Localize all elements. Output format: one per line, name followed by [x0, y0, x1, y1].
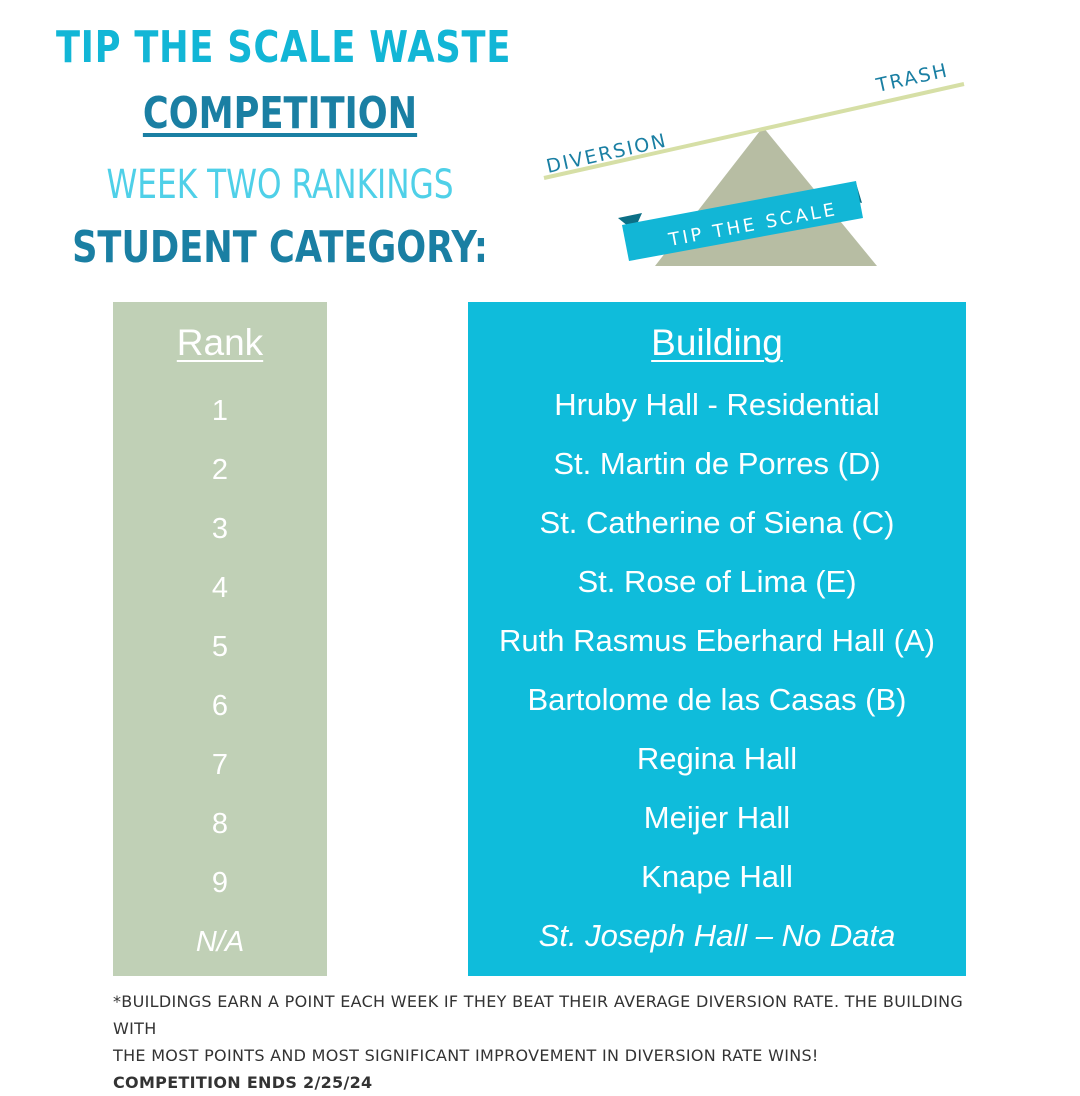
tip-the-scale-logo [530, 55, 980, 280]
building-cell: St. Catherine of Siena (C) [539, 505, 895, 540]
building-cell: Knape Hall [641, 859, 793, 894]
rank-cell: 9 [211, 867, 229, 899]
trash-label: TRASH [874, 59, 951, 97]
building-cell: St. Rose of Lima (E) [577, 564, 857, 599]
rank-cell: 6 [211, 690, 229, 722]
rank-cell: N/A [195, 926, 245, 958]
diversion-label: DIVERSION [544, 129, 670, 178]
building-cell: St. Joseph Hall – No Data [538, 918, 896, 953]
building-cell: Meijer Hall [643, 800, 791, 835]
page-title: TIP THE SCALE WASTE [56, 22, 512, 73]
week-subtitle: WEEK TWO RANKINGS [106, 162, 454, 208]
rank-cell: 5 [211, 631, 229, 663]
rank-cell: 3 [211, 513, 229, 545]
rank-cell: 7 [211, 749, 229, 781]
footnote-line: *BUILDINGS EARN A POINT EACH WEEK IF THEY BEAT THEIR AVERAGE DIVERSION RATE. THE BUILDING WITH [113, 992, 964, 1038]
building-column [468, 302, 966, 976]
building-cell: Regina Hall [636, 741, 798, 776]
building-header: Building [651, 322, 783, 363]
competition-end-date: COMPETITION ENDS 2/25/24 [113, 1073, 373, 1092]
rank-column [113, 302, 327, 976]
rank-cell: 1 [211, 395, 229, 427]
building-cell: Bartolome de las Casas (B) [527, 682, 907, 717]
rank-cell: 4 [211, 572, 229, 604]
building-cell: Ruth Rasmus Eberhard Hall (A) [499, 623, 935, 658]
page-title-line2: COMPETITION [142, 88, 418, 139]
footnote-line: THE MOST POINTS AND MOST SIGNIFICANT IMPROVEMENT IN DIVERSION RATE WINS! [113, 1046, 819, 1065]
building-cell: St. Martin de Porres (D) [553, 446, 881, 481]
rank-header: Rank [176, 322, 264, 363]
building-cell: Hruby Hall - Residential [554, 387, 880, 422]
rank-cell: 2 [211, 454, 229, 486]
banner-label: TIP THE SCALE [667, 199, 840, 251]
category-heading: STUDENT CATEGORY: [72, 222, 488, 273]
rank-cell: 8 [211, 808, 229, 840]
